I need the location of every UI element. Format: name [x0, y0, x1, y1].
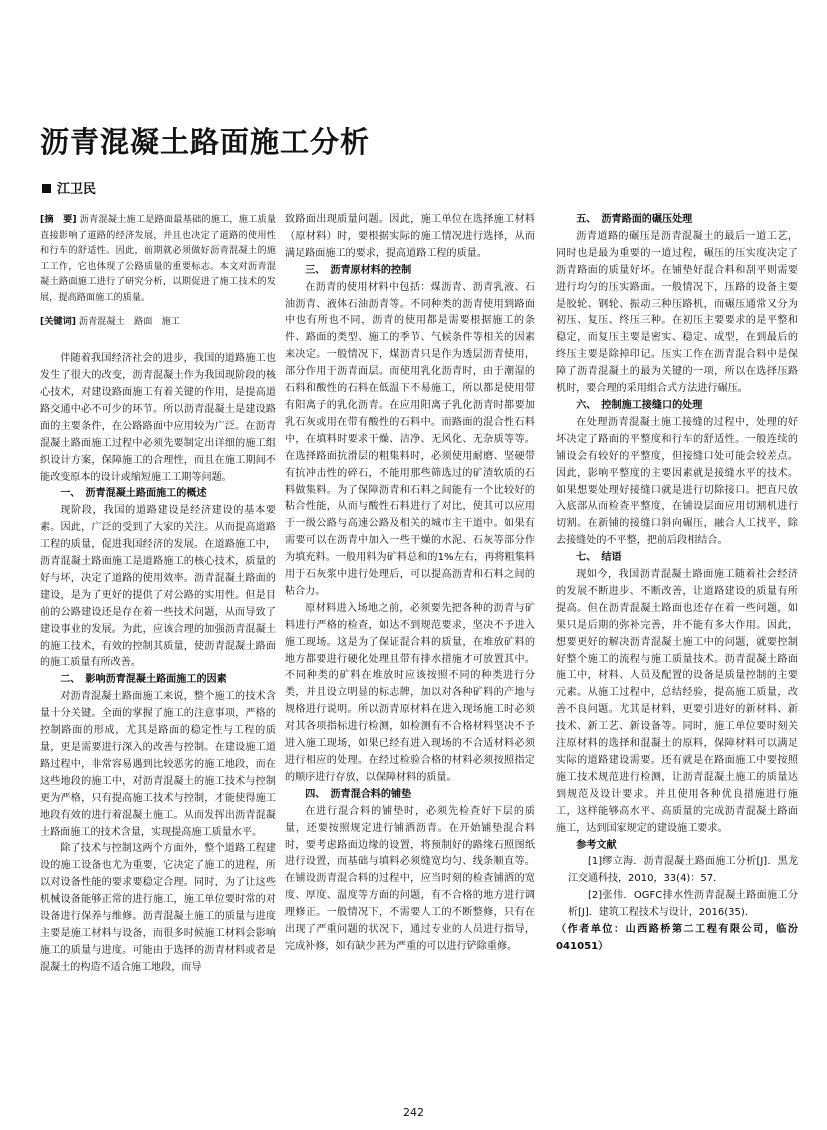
paragraph: 沥青道路的碾压是沥青混凝土的最后一道工艺，同时也是最为重要的一道过程，碾压的压实度决定了沥青路面的质量好坏。在铺垫好混合料和刮平则需要进行均匀的压实路面。一般情况下，压路的设备主要是胶轮、钢轮、振动三种压路机，而碾压通常又分为初压、复压、终压三种。在初压主要要求的是平整和稳定，而复压主要是密实、稳定、成型，在到最后的终压主要是除掉印记。压实工作在沥青混合料中是保障了沥青混凝土的最为关键的一项，所以在选择压路机时，要合理的采用组合式方法进行碾压。: [556, 230, 798, 395]
author-affiliation: （作者单位：山西路桥第二工程有限公司，临汾041051）: [556, 924, 798, 952]
keywords-text: 沥青混凝土 路面 施工: [78, 315, 180, 327]
paragraph: 对沥青混凝土路面施工来说，整个施工的技术含量十分关键。全面的掌握了施工的注意事项，严格的控制路面的形成，尤其是路面的稳定性与工程的质量，更是需要进行深入的改善与控制。在建设施工道路过程中，非常容易遇到比较恶劣的施工地段，而在这些地段的施工中，对沥青混凝土的施工技术与控制更为严格，只有提高施工技术与控制，才能使得施工地段有效的进行着混凝土施工。从而发挥出沥青混凝土路面施工的技术含量，实现提高施工质量水平。: [40, 691, 276, 838]
section-heading-2: 二、 影响沥青混凝土路面施工的因素: [60, 674, 227, 686]
references-heading: 参考文献: [576, 839, 617, 851]
paragraph: 现阶段，我国的道路建设是经济建设的基本要素。因此，广泛的受到了大家的关注。从而提高道路工程的质量，促进我国经济的发展。在道路施工中，沥青混凝土路面施工是道路施工的核心技术，质量的好与坏，决定了道路的使用效率。沥青混凝土路面的建设，是为了更好的提供了对公路的实用性。但是目前的公路建设还是存在着一些技术问题，从而导致了建设事业的发展。为此，应该合理的加强沥青混凝土的施工技术，有效的控制其质量，使沥青混凝土路面的施工质量有所改善。: [40, 505, 276, 669]
keywords: [40, 314, 276, 330]
column-2: [285, 212, 535, 956]
paragraph: 致路面出现质量问题。因此，施工单位在选择施工材料（原材料）时，要根据实际的施工情况进行选择，从而满足路面施工的要求，提高道路工程的质量。: [285, 214, 535, 259]
abstract-text: 沥青混凝土施工是路面最基础的施工，施工质量直接影响了道路的经济发展，并且也决定了道路的使用性和行车的舒适性。因此，前期就必须做好沥青混凝土的施工工作，它也体现了公路质量的重要标志。本文对沥青混凝土路面施工进行了研究分析，以期促进了施工技术的发展，提高路面施工的质量。: [40, 214, 277, 303]
section-heading-6: 六、 控制施工接缝口的处理: [576, 399, 703, 411]
spacer: [40, 329, 276, 351]
article-title: 沥青混凝土路面施工分析: [40, 125, 371, 159]
author-line: [42, 178, 96, 197]
reference-item: [2]张伟．OGFC排水性沥青混凝土路面施工分析[J]．建筑工程技术与设计，2016(35)．: [568, 890, 798, 919]
column-3: [556, 212, 798, 956]
author-name: 江卫民: [57, 182, 97, 197]
paragraph: 在处理沥青混凝土施工接缝的过程中，处理的好坏决定了路面的平整度和行车的舒适性。一般连续的铺设会有较好的平整度，但接缝口处可能会较差点。因此，影响平整度的主要因素就是接缝水平的技术。如果想要处理好接缝口就是进行切除接口。把直尺放入底部从而检查平整度，在铺设层面应用切割机进行切割。在新铺的接缝口斜向碾压，融合人工找平，除去接缝处的不平整，把前后段相结合。: [556, 416, 798, 547]
abstract: [40, 212, 276, 306]
page-number: 242: [403, 1106, 424, 1119]
intro-paragraph: 伴随着我国经济社会的进步，我国的道路施工也发生了很大的改变，沥青混凝土作为我国现阶段的核心技术，对建设路面施工有着关键的作用，是提高道路交通中必不可少的环节。所以沥青混凝土是建设路面的主要条件，在公路路面中应用较为广泛。在沥青混凝土路面施工过程中必须先要制定出详细的施工组织设计方案，保障施工的合理性，而且在施工期间不能改变原本的设计或缩短施工工期等问题。: [40, 353, 276, 483]
paragraph: 在沥青的使用材料中包括：煤沥青、沥青乳液、石油沥青、液体石油沥青等。不同种类的沥青使用到路面中也有所也不同，沥青的使用都是需要根据施工的条件、路面的类型、施工的季节、气候条件等相关的因素来决定。一般情况下，煤沥青只是作为透层沥青使用，部分作用于沥青面层。而使用乳化沥青时，由于潮湿的石料和酸性的石料在低温下不易施工，所以都是使用带有阳离子的乳化沥青。在应用阳离子乳化沥青时都要加乳石灰或用在带有酸性的石料中。而路面的混合性石料中，在填料时要求干燥、洁净、无风化、无杂质等等。在选择路面抗滑层的粗集料时，必须使用耐磨、坚硬带有抗冲击性的碎石，不能用那些筛选过的矿渣软质的石料做集料。为了保障沥青和石料之间能有一个比较好的粘合性能，从而与酸性石料进行了对比，使其可以应用于一级公路与高速公路及相关的城市主干道中。如果有需要可以在沥青中加入一些干燥的水泥、石灰等部分作为填充料。一般用料为矿料总和的1%左右，再将粗集料用于石灰浆中进行处理后，可以提高沥青和石料之间的粘合力。: [285, 281, 535, 597]
paragraph: 原材料进入场地之前，必须要先把各种的沥青与矿料进行严格的检查，如达不到规范要求，坚决不予进入施工现场。这是为了保证混合料的质量，在堆放矿料的地方都要进行硬化处理且带有排水措施才可放置其中。不同种类的矿料在堆放时应该按照不同的种类进行分类，并且设立明显的标志牌，加以对各种矿料的产地与规格进行说明。所以沥青原材料在进入现场施工时必须对其各项指标进行检测，如检测有不合格材料坚决不予进入施工现场，如果已经有进入现场的不合适材料必须进行相应的处理。在经过检验合格的材料必须按照指定的顺序进行存放，以保障材料的质量。: [285, 602, 535, 783]
abstract-label: [摘 要]: [40, 214, 77, 225]
paragraph: 现如今，我国沥青混凝土路面施工随着社会经济的发展不断进步、不断改善，让道路建设的质量有所提高。但在沥青混凝土路面也还存在着一些问题，如果只是后期的弥补完善，并不能有多大作用。因此，想要更好的解决沥青混凝土施工中的问题，就要控制好整个施工的流程与施工质量技术。沥青混凝土路面施工中，材料、人员及配置的设备是质量控制的主要元素。从施工过程中，总结经验，提高施工质量，改善不良问题。尤其是材料，更要引进好的新材料、新技术、新工艺、新设备等。同时，施工单位要时刻关注原材料的选择和混凝土的原料，保障材料可以满足实际的道路建设需要。还有就是在路面施工中要按照施工技术规范进行检测，让沥青混凝土施工的质量达到规范及设计要求。并且使用各种优良措施进行施工，这样能够高水平、高质量的完成沥青混凝土路面施工，达到国家规定的建设施工要求。: [556, 569, 798, 834]
section-heading-3: 三、 沥青原材料的控制: [305, 264, 412, 276]
paragraph: 除了技术与控制这两个方面外，整个道路工程建设的施工设备也尤为重要，它决定了施工的进程，所以对设备性能的要求要稳定合理。同时，为了让这些机械设备能够正常的进行施工，施工单位要时常的对设备进行保养与维修。沥青混凝土施工的质量与进度主要是施工材料与设备，而很多时候施工材料会影响施工的质量与进度。可能由于选择的沥青材料或者是混凝土的构造不适合施工地段，而导: [40, 843, 276, 973]
section-heading-1: 一、 沥青混凝土路面施工的概述: [60, 488, 207, 500]
section-heading-4: 四、 沥青混合料的铺垫: [305, 788, 412, 800]
column-1: [40, 212, 276, 977]
square-bullet-icon: [42, 184, 51, 193]
section-heading-7: 七、 结语: [576, 552, 622, 564]
section-heading-5: 五、 沥青路面的碾压处理: [576, 214, 693, 225]
paragraph: 在进行混合料的铺垫时，必须先检查好下层的质量，还要按照规定进行铺洒沥青。在开始铺垫混合料时，要考虑路面边缘的设置，将预制好的路缘石照图纸进行设置，而基础与填料必须缝宽均匀、线条顺直等。在铺设沥青混合料的过程中，应当时刻的检查铺洒的宽度、厚度、温度等方面的问题，有不合格的地方进行调理修正。一般情况下，不需要人工的不断整修，只有在出现了严重问题的状况下，通过专业的人员进行指导，完成补修，如有缺少甚为严重的可以进行铲除重修。: [285, 805, 535, 952]
reference-item: [1]缪立海．沥青混凝土路面施工分析[J]．黑龙江交通科技，2010，33(4)：57．: [568, 856, 798, 885]
keywords-label: [关键词]: [40, 315, 76, 327]
